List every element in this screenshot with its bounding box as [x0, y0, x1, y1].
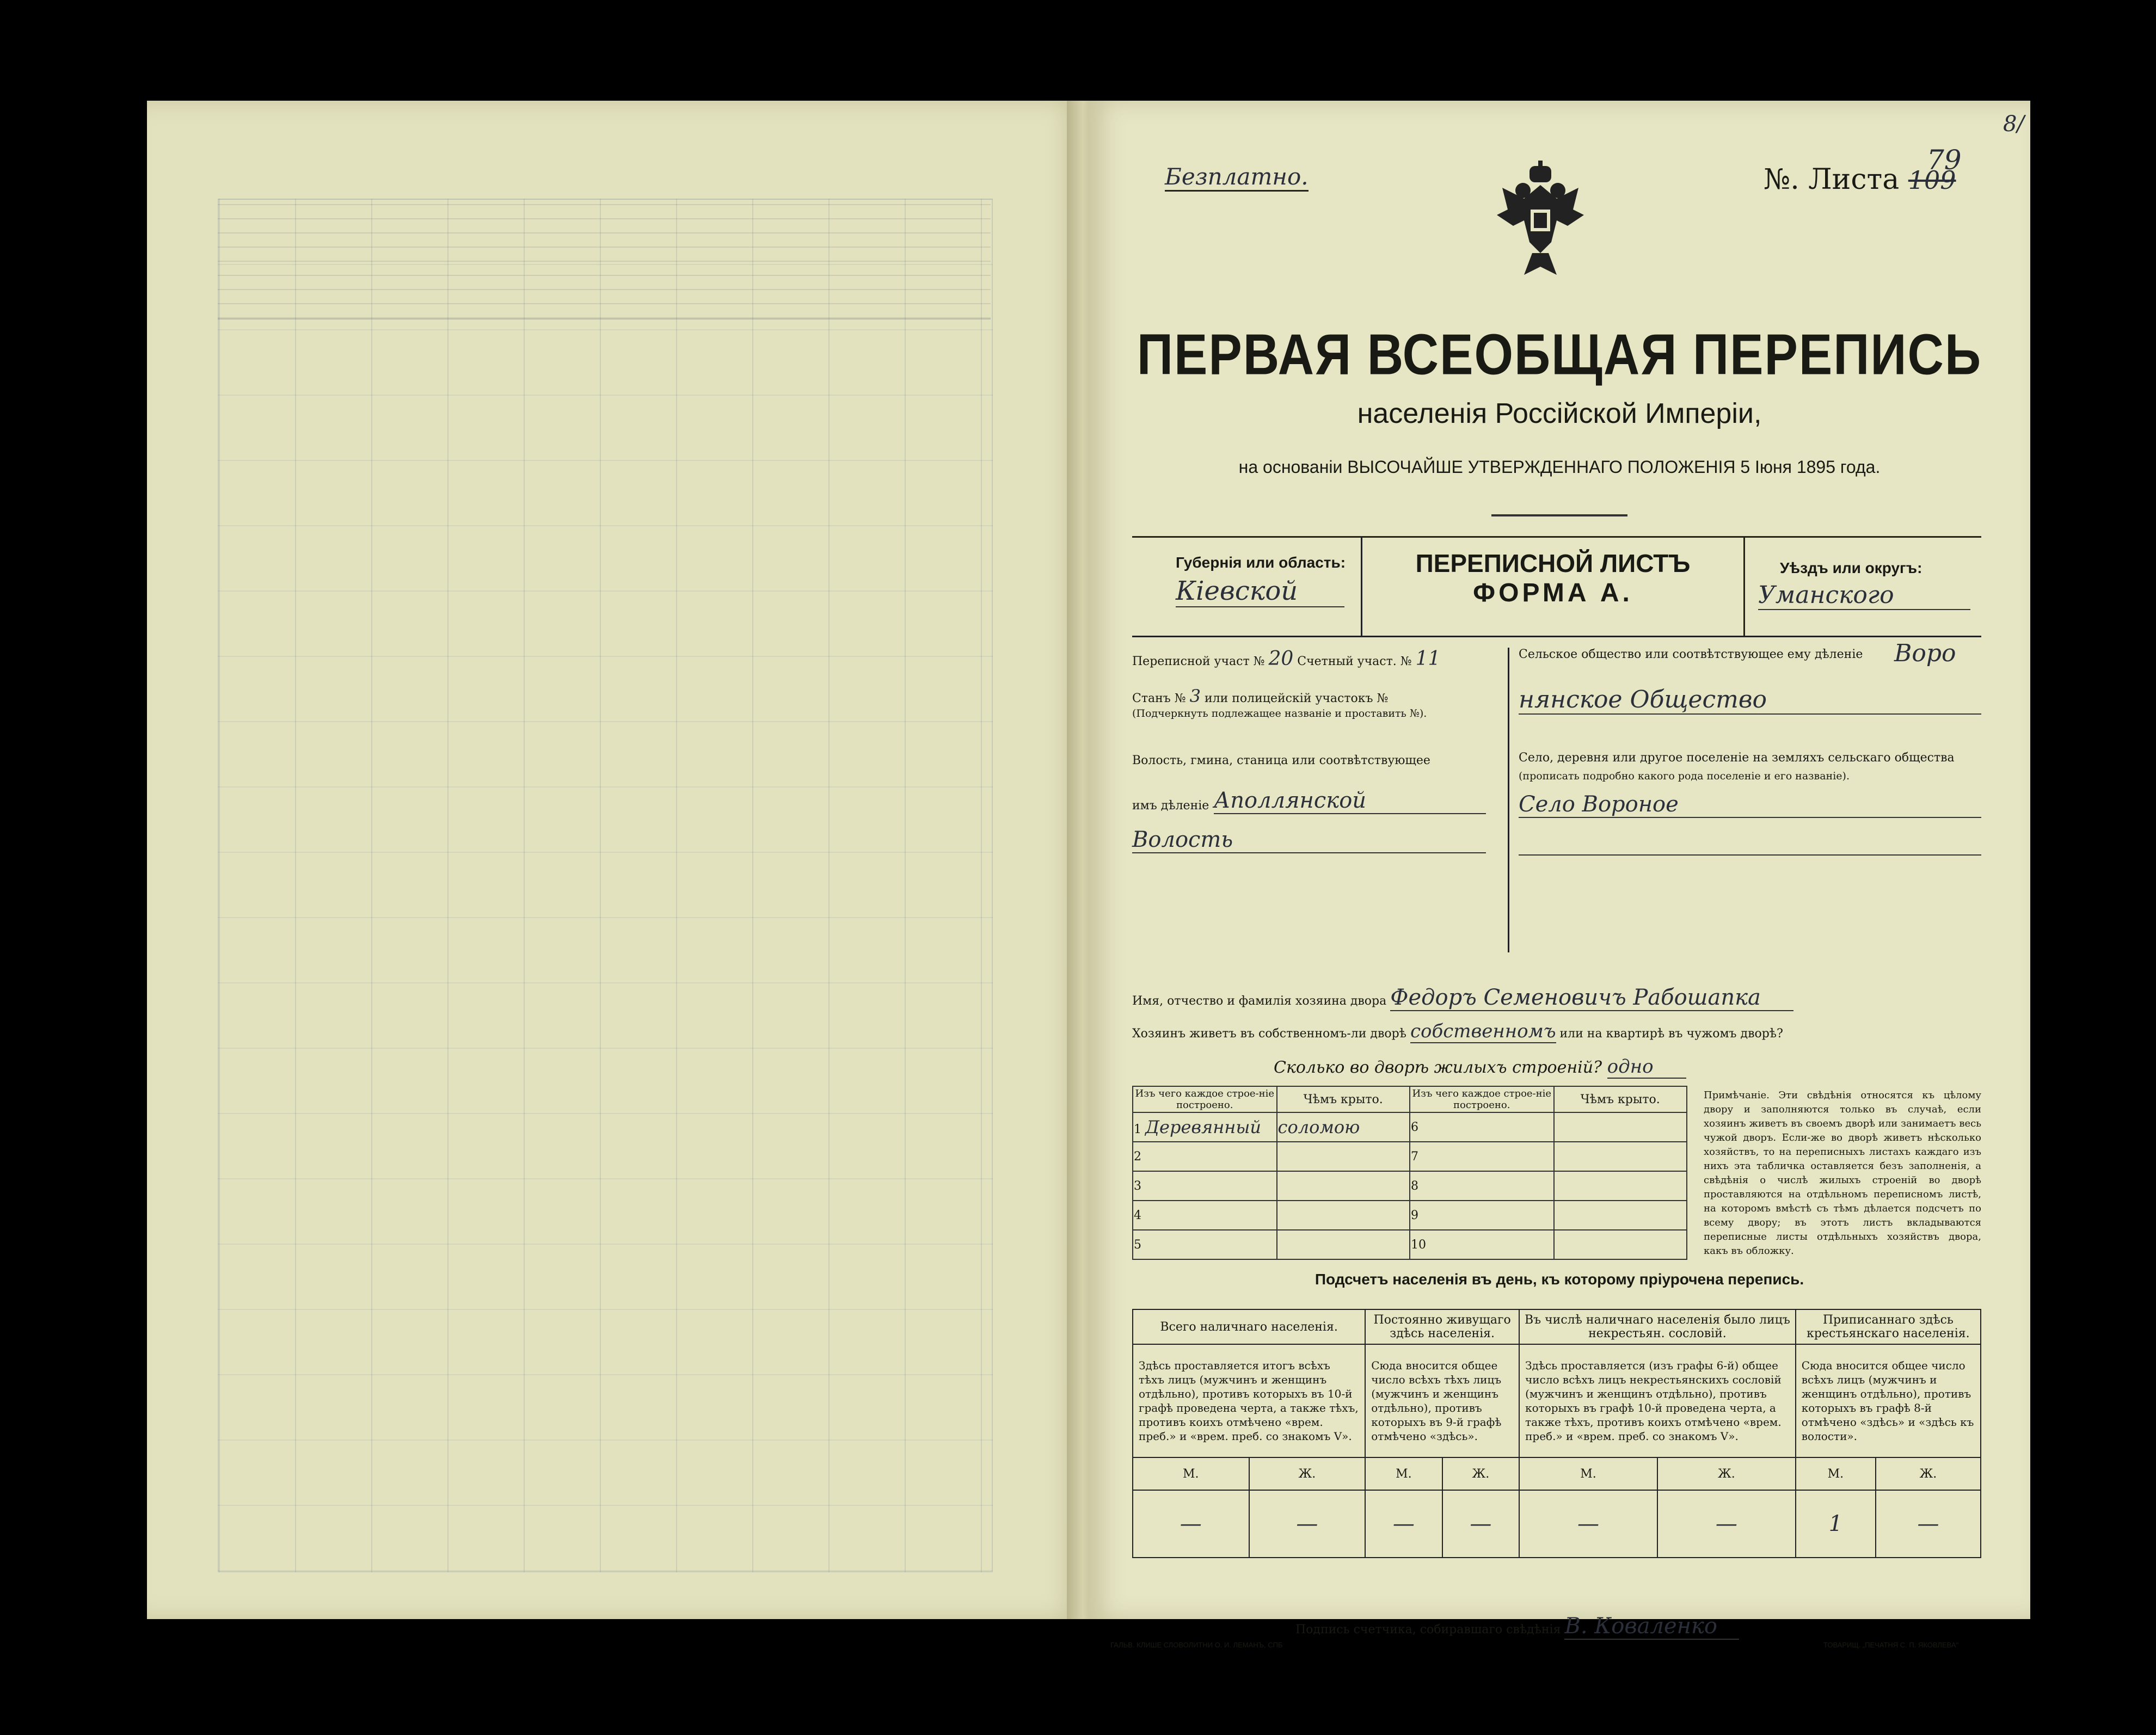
society-value-2: нянское Общество	[1519, 686, 1981, 715]
col-title-non-peasant: Въ числѣ наличнаго населенія было лицъ некрестьян. сословій.	[1519, 1309, 1796, 1344]
form-title-box	[1361, 538, 1745, 636]
blank-line	[1519, 854, 1981, 856]
population-table	[1132, 1309, 1981, 1558]
population-heading: Подсчетъ населенія въ день, къ которому пріурочена перепись.	[1315, 1271, 1804, 1288]
district-label: Уѣздъ или округъ:	[1780, 559, 1922, 576]
volost-label-2: имъ дѣленіе	[1132, 799, 1209, 813]
lives-label-1: Хозяинъ живетъ въ собственномъ-ли дворѣ	[1132, 1027, 1406, 1041]
imperial-eagle-emblem	[1491, 161, 1589, 280]
sheet-number-label: №. Листа	[1764, 163, 1900, 196]
village-label: Село, деревня или другое поселеніе на земляхъ сельскаго общества	[1519, 751, 1955, 765]
table-row	[1133, 1171, 1687, 1201]
census-subtitle: населенія Россійской Имперіи,	[1357, 398, 1762, 429]
table-row	[1133, 1112, 1687, 1142]
col-roof-right: Чѣмъ крыто.	[1554, 1086, 1687, 1112]
corner-mark: 8/	[2003, 112, 2024, 137]
residence-row	[1132, 1020, 1981, 1042]
count-area-label: Счетный участ. №	[1297, 655, 1412, 668]
stan-value: 3	[1189, 686, 1201, 706]
col-material-right: Изъ чего каждое строе-ніе построено.	[1410, 1086, 1554, 1112]
province-value: Кіевской	[1176, 576, 1344, 607]
permanent-male: —	[1365, 1490, 1442, 1558]
stan-note: (Подчеркнуть подлежащее названіе и проставить №).	[1132, 707, 1427, 719]
permanent-female: —	[1442, 1490, 1519, 1558]
owner-label: Имя, отчество и фамилія хозяина двора	[1132, 994, 1387, 1008]
form-box	[1132, 536, 1981, 637]
stan-label: Станъ №	[1132, 692, 1186, 705]
village-note: (прописать подробно какого рода поселеніе и его названіе).	[1519, 770, 1850, 782]
female-label: Ж.	[1657, 1457, 1796, 1490]
non-peasant-female: —	[1657, 1490, 1796, 1558]
sheet-number-new: 79	[1927, 144, 1962, 176]
census-area-label: Переписной участ №	[1132, 655, 1265, 668]
total-female: —	[1249, 1490, 1366, 1558]
owner-value: Федоръ Семеновичъ Рабошапка	[1390, 985, 1793, 1011]
lives-label-2: или на квартирѣ въ чужомъ дворѣ?	[1559, 1027, 1783, 1041]
row-number: 10	[1410, 1230, 1554, 1259]
owner-row	[1132, 985, 1981, 1010]
row-number: 1	[1134, 1123, 1141, 1136]
male-label: М.	[1133, 1457, 1249, 1490]
col-title-registered: Приписаннаго здѣсь крестьянскаго населенія.	[1796, 1309, 1981, 1344]
row-number: 6	[1410, 1112, 1554, 1142]
sheet-number-struck: 109	[1908, 165, 1956, 195]
total-male: —	[1133, 1490, 1249, 1558]
footer-left-imprint: ГАЛЬВ. КЛИШЕ СЛОВОЛИТНИ О. И. ЛЕМАНЪ, СПБ	[1110, 1641, 1283, 1649]
admin-fields-left	[1132, 648, 1509, 952]
note-text: Примѣчаніе. Эти свѣдѣнія относятся къ цѣлому двору и заполняются только въ случаѣ, если хозяинъ живетъ въ своемъ дворѣ или занимаетъ весь чужой дворъ. Если-же во дворѣ живетъ нѣсколько хозяйствъ, то на переписныхъ листахъ каждаго изъ нихъ эта табличка оставляется безъ заполненія, а свѣдѣнія о числѣ жилыхъ строеній во дворѣ проставляются на отдѣльномъ переписномъ листѣ, на которомъ вмѣстѣ съ тѣмъ дѣлается подсчетъ по всему двору; въ этотъ листъ вкладываются переписные листы отдѣльныхъ хозяйствъ двора, какъ въ обложку.	[1704, 1090, 1981, 1257]
male-label: М.	[1796, 1457, 1876, 1490]
signature-value: В. Коваленко	[1564, 1614, 1739, 1640]
male-label: М.	[1365, 1457, 1442, 1490]
buildings-value: одно	[1607, 1056, 1686, 1079]
col-title-permanent: Постоянно живущаго здѣсь населенія.	[1365, 1309, 1519, 1344]
volost-value-1: Аполлянской	[1214, 788, 1486, 814]
census-basis: на основаніи ВЫСОЧАЙШЕ УТВЕРЖДЕННАГО ПОЛОЖЕНІЯ 5 Іюня 1895 года.	[1238, 457, 1881, 477]
non-peasant-male: —	[1519, 1490, 1657, 1558]
volost-label-1: Волость, гмина, станица или соотвѣтствующее	[1132, 754, 1430, 767]
buildings-question: Сколько во дворѣ жилыхъ строеній?	[1274, 1058, 1602, 1077]
lives-value: собственномъ	[1410, 1020, 1556, 1042]
roof-value: соломою	[1277, 1112, 1410, 1142]
row-number: 5	[1133, 1230, 1277, 1259]
registered-male: 1	[1796, 1490, 1876, 1558]
col-roof-left: Чѣмъ крыто.	[1277, 1086, 1410, 1112]
form-title: ФОРМА А.	[1473, 579, 1633, 607]
village-value: Село Вороное	[1519, 792, 1981, 818]
society-value-1: Воро	[1894, 639, 1956, 667]
signature-row	[1295, 1614, 1739, 1639]
census-title: ПЕРВАЯ ВСЕОБЩАЯ ПЕРЕПИСЬ	[1137, 323, 1982, 387]
sheet-title: ПЕРЕПИСНОЙ ЛИСТЪ	[1415, 549, 1691, 577]
row-number: 3	[1133, 1171, 1277, 1201]
buildings-table	[1132, 1086, 1687, 1260]
female-label: Ж.	[1442, 1457, 1519, 1490]
table-row	[1133, 1230, 1687, 1259]
row-number: 4	[1133, 1201, 1277, 1230]
col-material-left: Изъ чего каждое строе-ніе построено.	[1133, 1086, 1277, 1112]
registered-female: —	[1876, 1490, 1981, 1558]
society-label: Сельское общество или соотвѣтствующее ему дѣленіе	[1519, 648, 1863, 661]
col-desc-total: Здѣсь проставляется итогъ всѣхъ тѣхъ лицъ (мужчинъ и женщинъ отдѣльно), противъ которыхъ въ 10-й графѣ проведена черта, а также тѣхъ, противъ коихъ отмѣчено «врем. преб.» и «врем. преб. со знакомъ V».	[1133, 1344, 1365, 1457]
col-desc-registered: Сюда вносится общее число всѣхъ лицъ (мужчинъ и женщинъ отдѣльно), противъ которыхъ въ графѣ 8-й отмѣчено «здѣсь» и «здѣсь къ волости».	[1796, 1344, 1981, 1457]
row-number: 8	[1410, 1171, 1554, 1201]
district-value: Уманского	[1758, 581, 1970, 610]
col-desc-non-peasant: Здѣсь проставляется (изъ графы 6-й) общее число всѣхъ лицъ некрестьянскихъ сословій (мужчинъ и женщинъ отдѣльно), противъ которыхъ въ графѣ 10-й проведена черта, а также тѣхъ, противъ коихъ отмѣчено «врем. преб.» и «врем. преб. со знакомъ V».	[1519, 1344, 1796, 1457]
row-number: 9	[1410, 1201, 1554, 1230]
female-label: Ж.	[1249, 1457, 1366, 1490]
bleed-through-grid	[218, 199, 993, 1572]
buildings-row	[1274, 1056, 1686, 1078]
right-page	[1089, 101, 2030, 1649]
row-number: 7	[1410, 1142, 1554, 1171]
male-label: М.	[1519, 1457, 1657, 1490]
police-label: или полицейскій участокъ №	[1204, 692, 1389, 705]
volost-value-2: Волость	[1132, 827, 1486, 853]
table-row	[1133, 1142, 1687, 1171]
ornament-divider	[1491, 514, 1627, 516]
left-page	[147, 101, 1083, 1619]
row-number: 2	[1133, 1142, 1277, 1171]
bleed-through-header	[218, 199, 991, 319]
footer-right-imprint: ТОВАРИЩ. „ПЕЧАТНЯ С. П. ЯКОВЛЕВА"	[1823, 1641, 1959, 1649]
free-label: Безплатно.	[1165, 163, 1309, 192]
col-desc-permanent: Сюда вносится общее число всѣхъ тѣхъ лицъ (мужчинъ и женщинъ отдѣльно), противъ которыхъ въ 9-й графѣ отмѣчено «здѣсь».	[1365, 1344, 1519, 1457]
table-row	[1133, 1201, 1687, 1230]
count-area-value: 11	[1415, 648, 1441, 670]
female-label: Ж.	[1876, 1457, 1981, 1490]
census-area-value: 20	[1268, 648, 1294, 670]
material-value: Деревянный	[1145, 1117, 1262, 1137]
province-label: Губернія или область:	[1176, 554, 1346, 571]
col-title-total: Всего наличнаго населенія.	[1133, 1309, 1365, 1344]
signature-label: Подпись счетчика, собиравшаго свѣдѣнія	[1295, 1623, 1561, 1636]
